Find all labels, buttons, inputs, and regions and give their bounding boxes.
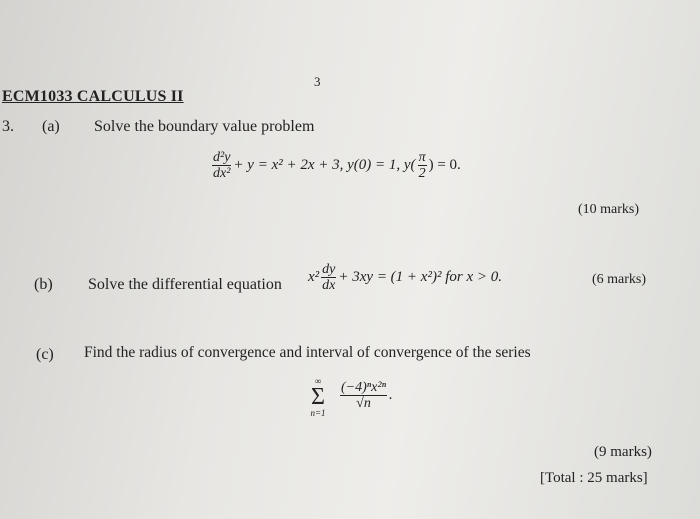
equation-coefficient: x²: [308, 268, 320, 285]
sum-upper-limit: ∞: [314, 376, 322, 386]
part-b-label: (b): [34, 276, 53, 293]
part-c-marks: (9 marks): [594, 444, 652, 460]
pi-over-two-fraction: [418, 150, 427, 181]
second-derivative-fraction: [212, 150, 231, 181]
part-a-label: (a): [42, 118, 60, 135]
sum-symbol: Σ: [311, 384, 325, 410]
course-title: ECM1033 CALCULUS II: [2, 88, 184, 105]
question-number: 3.: [2, 118, 14, 135]
fraction-denominator: dx: [322, 278, 336, 293]
part-c-label: (c): [36, 346, 54, 363]
page-number: 3: [314, 74, 321, 89]
part-a-marks: (10 marks): [578, 202, 640, 217]
equation-end: ) = 0.: [428, 156, 461, 173]
part-c-instruction: Find the radius of convergence and interval of convergence of the series: [84, 344, 531, 361]
fraction-denominator: dx²: [213, 166, 231, 181]
fraction-numerator: (−4)ⁿx²ⁿ: [341, 380, 387, 395]
series-fraction: [340, 380, 387, 411]
part-a-instruction: Solve the boundary value problem: [94, 118, 315, 135]
fraction-numerator: d²y: [213, 150, 231, 165]
part-b-equation: [308, 262, 502, 293]
first-derivative-fraction: [321, 262, 336, 293]
total-marks: [Total : 25 marks]: [540, 470, 648, 486]
series-term: [338, 380, 393, 411]
equation-body: + y = x² + 2x + 3, y(0) = 1, y(: [233, 156, 416, 173]
fraction-numerator: dy: [322, 262, 336, 277]
series-summation: [306, 376, 330, 418]
part-b-instruction: Solve the differential equation: [88, 276, 282, 293]
fraction-denominator: 2: [418, 166, 426, 181]
part-a-equation: [210, 150, 461, 181]
fraction-denominator: √n: [356, 396, 371, 411]
equation-body: + 3xy = (1 + x²)² for x > 0.: [338, 268, 502, 285]
fraction-numerator: π: [418, 150, 426, 165]
series-end-period: .: [389, 386, 393, 403]
sum-lower-limit: n=1: [310, 408, 326, 418]
part-b-marks: (6 marks): [592, 272, 647, 287]
